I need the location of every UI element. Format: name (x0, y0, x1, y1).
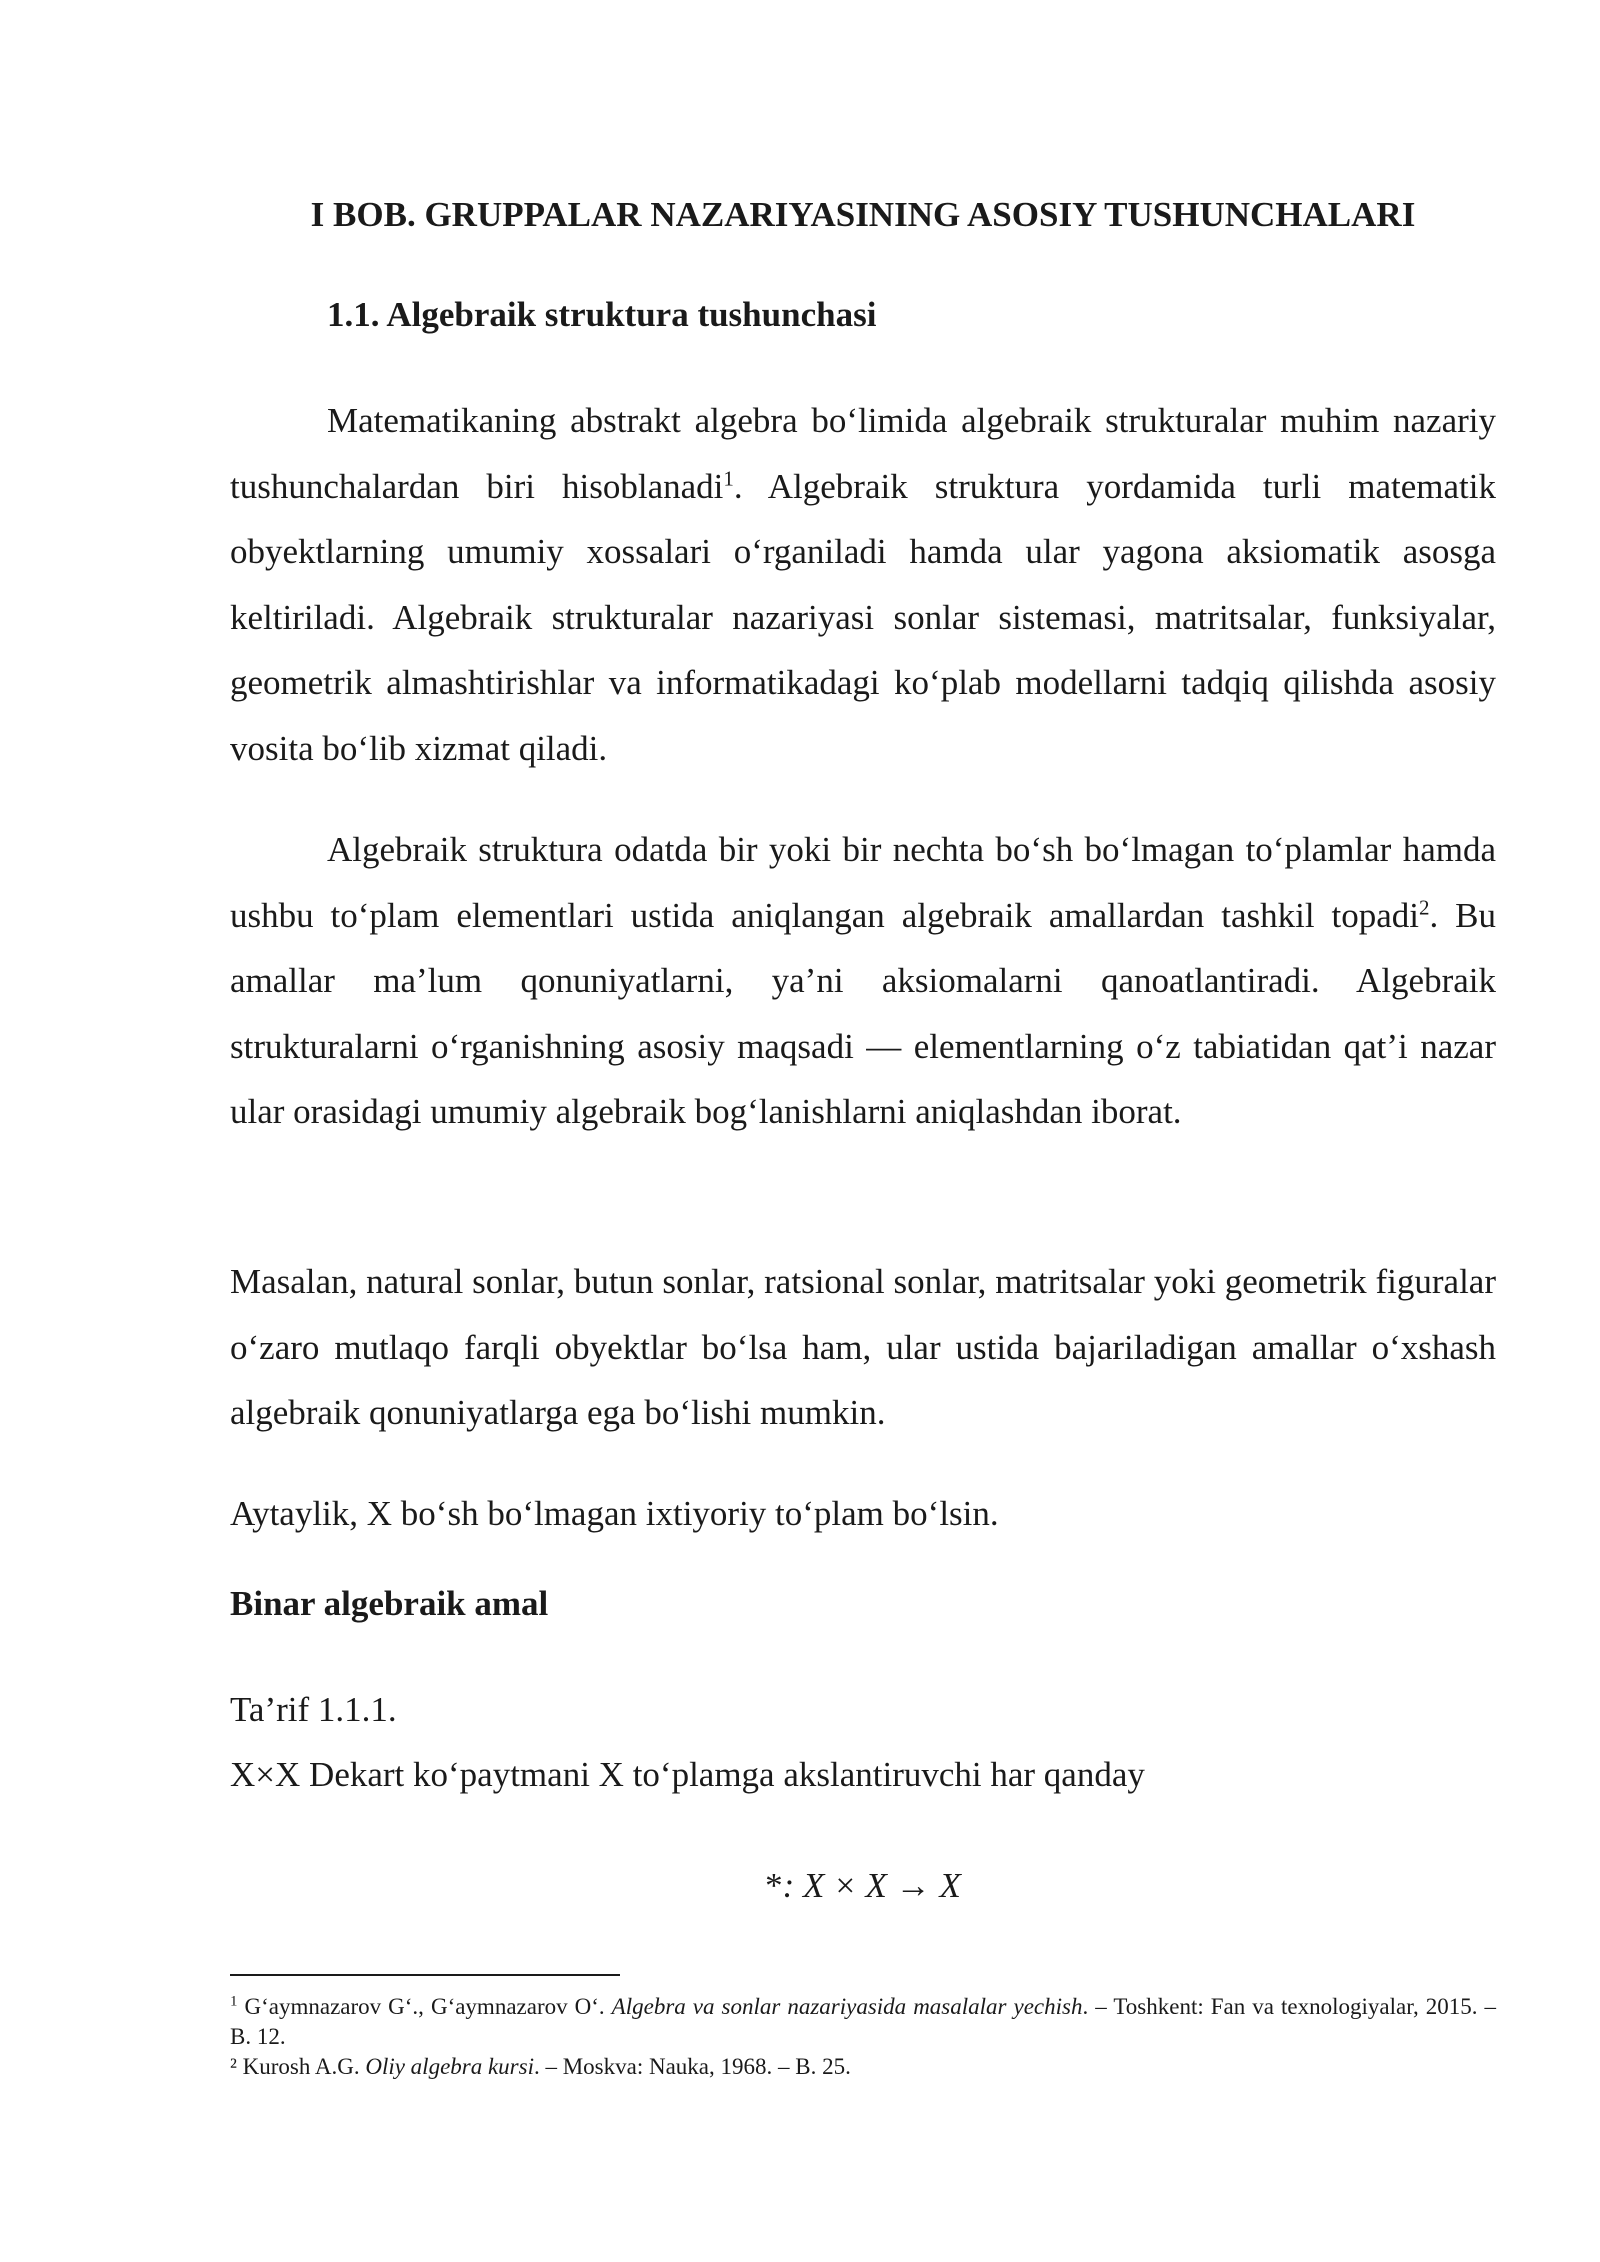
footnote-1-title: Algebra va sonlar nazariyasida masalalar yechish (611, 1994, 1083, 2019)
formula-star: * (765, 1866, 783, 1905)
formula-body: : X × X → X (782, 1866, 961, 1905)
chapter-title: I BOB. GRUPPALAR NAZARIYASINING ASOSIY TUSHUNCHALARI (310, 195, 1416, 234)
footnote-2-title: Oliy algebra kursi (365, 2054, 534, 2079)
footnote-mark-1: 1 (230, 1993, 238, 2010)
footnote-1-authors: G‘aymnazarov G‘., G‘aymnazarov O‘. (237, 1994, 612, 2019)
footnote-2-authors: Kurosh A.G. (236, 2054, 366, 2079)
paragraph-structure (230, 817, 1496, 1145)
paragraph-intro (230, 388, 1496, 781)
document-page (230, 0, 1496, 2262)
section-title: 1.1. Algebraik struktura tushunchasi (327, 295, 877, 334)
paragraph-structure-text-2: . Bu amallar ma’lum qonuniyatlarni, ya’ni aksiomalarni qanoatlantiradi. Algebraik strukturalarni o‘rganishning asosiy maqsadi — elementlarning o‘z tabiatidan qat’i nazar ular orasidagi umumiy algebraik bog‘lanishlarni aniqlashdan iborat. (230, 895, 1496, 1131)
footnote-2-publication: . – Moskva: Nauka, 1968. – B. 25. (533, 2054, 851, 2079)
footnote-2 (230, 2052, 1496, 2082)
paragraph-set: Aytaylik, X bo‘sh bo‘lmagan ixtiyoriy to‘plam bo‘lsin. (230, 1494, 999, 1533)
footnote-1-publication: . – Toshkent: Fan va texnologiyalar, 2015. – B. 12. (230, 1994, 1496, 2049)
footnote-divider (230, 1974, 620, 1976)
paragraph-structure-text-1: Algebraik struktura odatda bir yoki bir nechta bo‘sh bo‘lmagan to‘plamlar hamda ushbu to‘plam elementlari ustida aniqlangan algebraik amallardan tashkil topadi (230, 830, 1496, 935)
footnote-1 (230, 1992, 1496, 2052)
paragraph-intro-text-2: . Algebraik struktura yordamida turli matematik obyektlarning umumiy xossalari o‘rganiladi hamda ular yagona aksiomatik asosga keltiriladi. Algebraik strukturalar nazariyasi sonlar sistemasi, matritsalar, funksiyalar, geometrik almashtirishlar va informatikadagi ko‘plab modellarni tadqiq qilishda asosiy vosita bo‘lib xizmat qiladi. (230, 466, 1496, 768)
footnote-mark-2: ² (230, 2054, 237, 2079)
footnote-ref-2[interactable]: 2 (1418, 894, 1430, 919)
paragraph-intro-text-1: Matematikaning abstrakt algebra bo‘limida algebraik strukturalar muhim nazariy tushunchalardan biri hisoblanadi (230, 401, 1496, 506)
footnote-ref-1[interactable]: 1 (723, 465, 734, 490)
definition-text: X×X Dekart ko‘paytmani X to‘plamga akslantiruvchi har qanday (230, 1755, 1145, 1794)
definition-label: Ta’rif 1.1.1. (230, 1690, 397, 1729)
footnotes (230, 1992, 1496, 2082)
subheading-binary-operation: Binar algebraik amal (230, 1584, 549, 1623)
formula-binary-operation (230, 1864, 1496, 1908)
paragraph-examples: Masalan, natural sonlar, butun sonlar, ratsional sonlar, matritsalar yoki geometrik figuralar o‘zaro mutlaqo farqli obyektlar bo‘lsa ham, ular ustida bajariladigan amallar o‘xshash algebraik qonuniyatlarga ega bo‘lishi mumkin. (230, 1262, 1496, 1432)
